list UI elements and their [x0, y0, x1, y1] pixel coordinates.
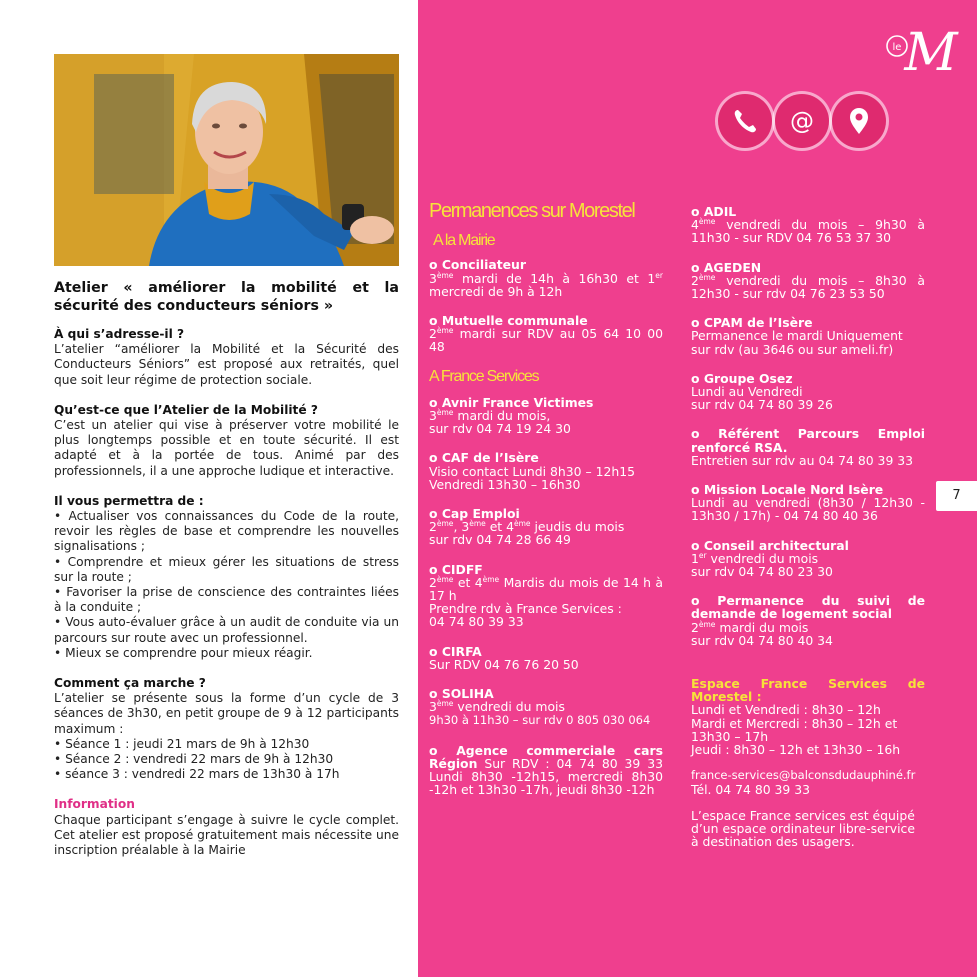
cidff-entry: o CIDFF 2ème et 4ème Mardis du mois de 14 h à 17 h Prendre rdv à France Services : 04 74 80 39 33: [429, 561, 663, 630]
bullet-item: • Favoriser la prise de conscience des contraintes liées à la conduite ;: [54, 585, 399, 615]
referent-rsa-entry: o Référent Parcours Emploi renforcé RSA. Entretien sur rdv au 04 74 80 39 33: [691, 426, 925, 468]
question-benefits: Il vous permettra de :: [54, 493, 204, 508]
espace-france-services-entry: Espace France Services de Morestel : Lundi et Vendredi : 8h30 – 12h Mardi et Mercredi : 8h30 – 12h et 13h30 – 17h Jeudi : 8h30 – 12h et 13h30 – 16h france-services@balconsdudauphiné.fr Tél. 04 74 80 39 33 L’espace France services est équipé d’un espace ordinateur libre-service à destination des usagers.: [691, 676, 925, 850]
location-button[interactable]: [832, 94, 886, 148]
location-pin-icon: [832, 94, 886, 148]
senior-driver-photo: [54, 54, 399, 266]
phone-button[interactable]: [718, 94, 772, 148]
cpam-entry: o CPAM de l’Isère Permanence le mardi Uniquement sur rdv (au 3646 ou sur ameli.fr): [691, 315, 903, 357]
bullet-item: • Comprendre et mieux gérer les situations de stress sur la route ;: [54, 554, 399, 584]
logo-small-text: le: [892, 42, 902, 53]
svg-text:@: @: [790, 107, 814, 135]
answer-how: L’atelier se présente sous la forme d’un cycle de 3 séances de 3h30, en petit groupe de 9 à 12 participants maximum :: [54, 691, 399, 736]
agence-cars-entry: o Agence commerciale cars Région Sur RDV : 04 74 80 39 33 Lundi 8h30 -12h15, mercredi 8h30 -12h et 13h30 -17h, jeudi 8h30 -12h: [429, 742, 663, 798]
question-who: À qui s’adresse-il ?: [54, 327, 185, 341]
article: [54, 279, 399, 858]
bullet-item: • Actualiser vos connaissances du Code de la route, revoir les règles de base et comprendre les nouvelles signalisations ;: [54, 509, 399, 554]
mairie-title: A la Mairie: [433, 232, 495, 250]
email-link[interactable]: france-services@balconsdudauphiné.fr: [691, 768, 916, 783]
le-m-logo: [885, 20, 965, 76]
avnir-entry: o Avnir France Victimes 3ème mardi du mois, sur rdv 04 74 19 24 30: [429, 394, 594, 437]
session-item: • Séance 1 : jeudi 21 mars de 9h à 12h30: [54, 736, 310, 751]
logo-big-letter: M: [904, 23, 958, 76]
groupe-osez-entry: o Groupe Osez Lundi au Vendredi sur rdv 04 74 80 39 26: [691, 370, 833, 413]
question-what: Qu’est-ce que l’Atelier de la Mobilité ?: [54, 402, 318, 417]
left-page: [0, 0, 418, 977]
information-title: Information: [54, 797, 135, 812]
logement-social-entry: o Permanence du suivi de demande de logement social 2ème mardi du mois sur rdv 04 74 80 40 34: [691, 593, 925, 648]
france-services-title: A France Services: [429, 367, 539, 385]
email-button[interactable]: [775, 94, 829, 148]
information-text: Chaque participant s’engage à suivre le cycle complet. Cet atelier est proposé gratuitement mais nécessite une inscription préalable à la Mairie: [54, 812, 399, 858]
permanences-column-1: [429, 200, 663, 798]
cap-emploi-entry: o Cap Emploi 2ème, 3ème et 4ème jeudis du mois sur rdv 04 74 28 66 49: [429, 506, 625, 548]
photo-illustration: [54, 54, 399, 266]
session-item: • Séance 2 : vendredi 22 mars de 9h à 12h30: [54, 752, 334, 767]
answer-what: C’est un atelier qui vise à préserver votre mobilité le plus longtemps possible et en toute sécurité. Il est adapté et à la portée de tous. Animé par des professionnels, il a une approche ludique et interactive.: [54, 418, 399, 478]
mutuelle-entry: o Mutuelle communale 2ème mardi sur RDV au 05 64 10 00 48: [429, 313, 663, 355]
conseil-architectural-entry: o Conseil architectural 1er vendredi du mois sur rdv 04 74 80 23 30: [691, 537, 849, 580]
permanences-title: Permanences sur Morestel: [429, 200, 635, 222]
question-how: Comment ça marche ?: [54, 676, 206, 691]
adil-entry: o ADIL 4ème vendredi du mois – 9h30 à 11h30 - sur RDV 04 76 53 37 30: [691, 204, 925, 246]
caf-entry: o CAF de l’Isère Visio contact Lundi 8h30 – 12h15 Vendredi 13h30 – 16h30: [429, 450, 635, 492]
bullet-item: • Vous auto-évaluer grâce à un audit de conduite via un parcours sur route avec un professionnel.: [54, 615, 399, 645]
conciliateur-entry: o Conciliateur 3ème mardi de 14h à 16h30 et 1er mercredi de 9h à 12h: [429, 257, 663, 299]
soliha-entry: o SOLIHA 3ème vendredi du mois 9h30 à 11h30 – sur rdv 0 805 030 064: [429, 686, 651, 728]
cirfa-entry: o CIRFA Sur RDV 04 76 76 20 50: [429, 643, 579, 672]
article-title: Atelier « améliorer la mobilité et la sécurité des conducteurs séniors »: [54, 280, 399, 314]
bullet-item: • Mieux se comprendre pour mieux réagir.: [54, 645, 313, 660]
permanences-column-2: [691, 205, 925, 848]
page-number: 7: [936, 481, 977, 511]
at-icon: [775, 94, 829, 148]
mission-locale-entry: o Mission Locale Nord Isère Lundi au vendredi (8h30 / 12h30 - 13h30 / 17h) - 04 74 80 40 36: [691, 482, 925, 524]
answer-who: L’atelier “améliorer la Mobilité et la Sécurité des Conducteurs Séniors” est proposé aux retraités, quel que soit leur régime de protection sociale.: [54, 342, 399, 387]
ageden-entry: o AGEDEN 2ème vendredi du mois – 8h30 à 12h30 - sur rdv 04 76 23 53 50: [691, 259, 925, 302]
phone-icon: [718, 94, 772, 148]
session-item: • séance 3 : vendredi 22 mars de 13h30 à 17h: [54, 767, 340, 782]
